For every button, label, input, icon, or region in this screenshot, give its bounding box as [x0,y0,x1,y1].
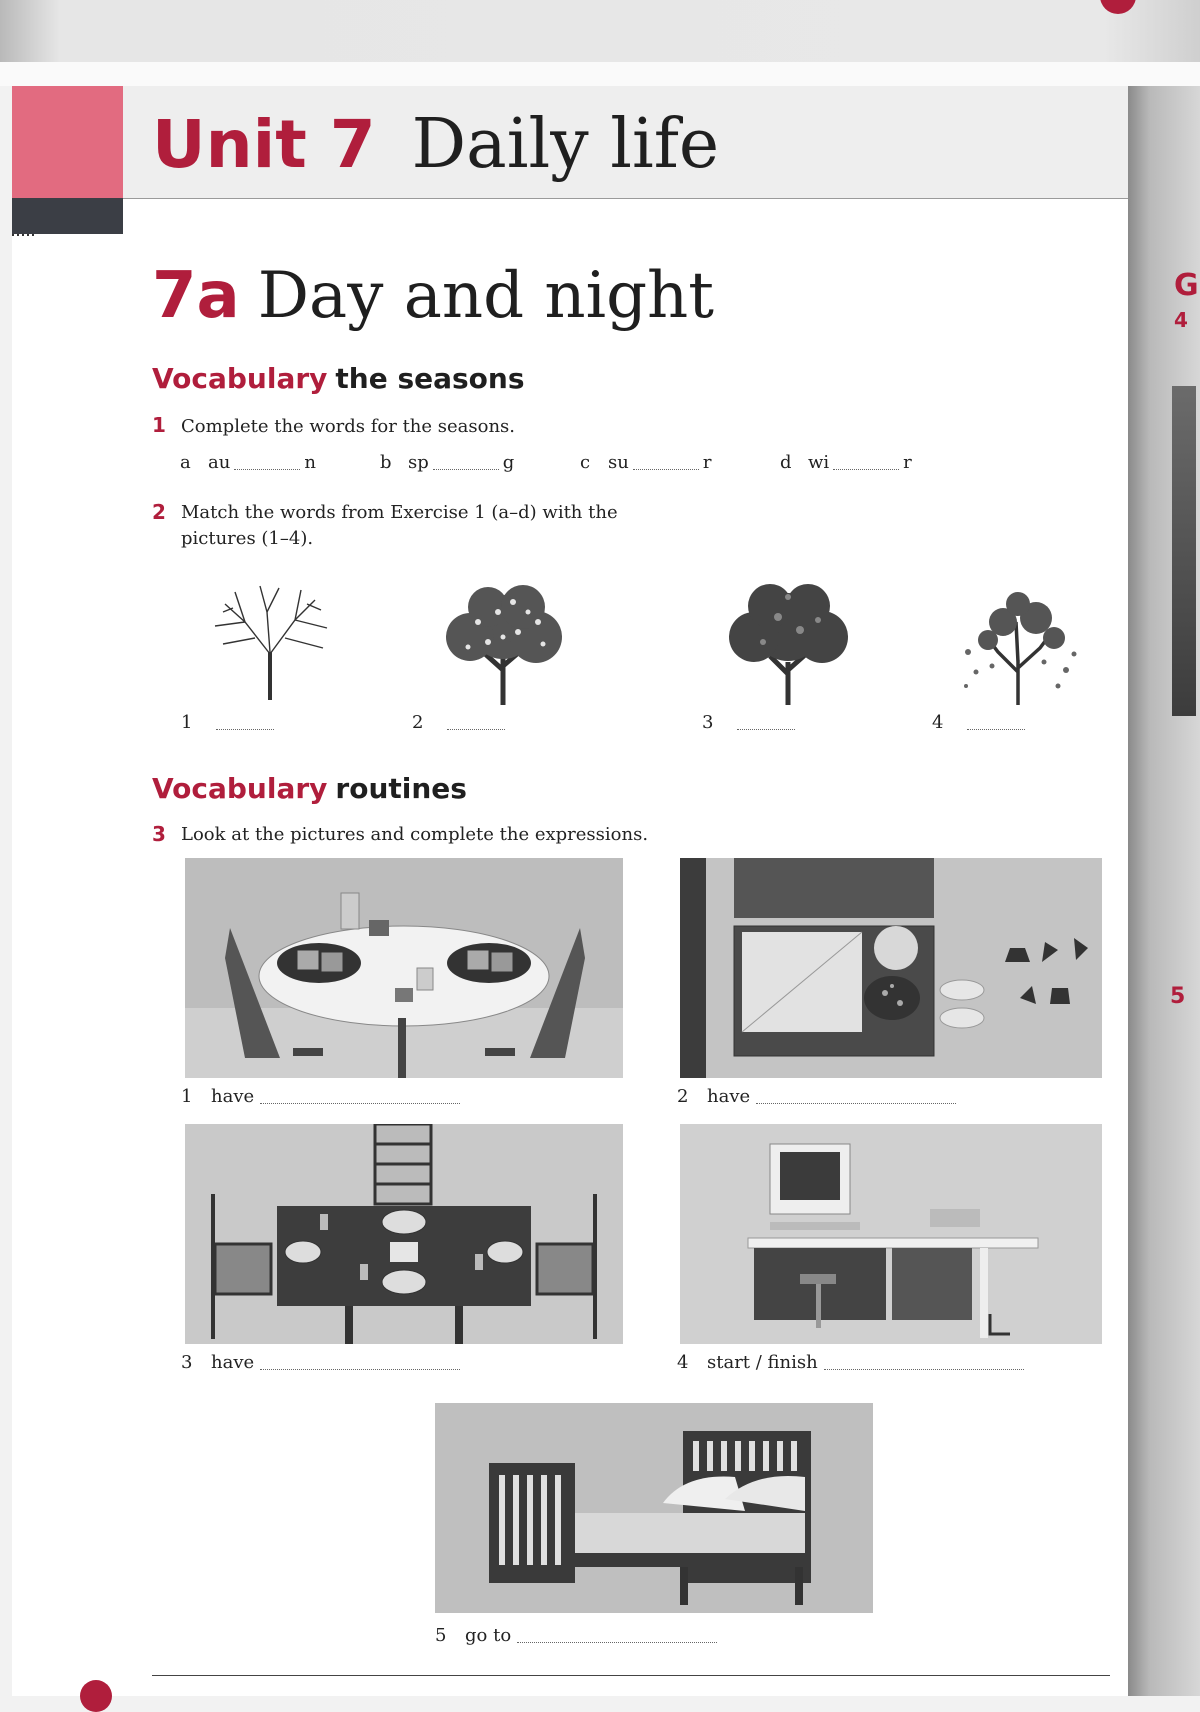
page-number-circle [80,1680,112,1712]
word-letter: d [780,452,792,473]
picture-caption [702,712,795,733]
instruction-line: pictures (1–4). [181,528,314,549]
lesson-name: Day and night [257,259,714,333]
unit-label: Unit 7 [152,106,376,183]
word-gap-field[interactable] [633,469,699,470]
word-start: sp [408,452,429,473]
unit-color-tab [12,86,123,198]
lesson-title [152,256,714,352]
word-end: g [502,452,515,473]
page-gap [0,62,1200,86]
caption-prompt: have [707,1086,751,1107]
breakfast-picture [185,858,623,1078]
caption-number: 3 [702,712,714,733]
unit-dark-tab [12,198,123,234]
word-end: r [903,452,912,473]
picture-caption [181,712,274,733]
word-gap-field[interactable] [234,469,300,470]
answer-blank[interactable] [824,1369,1024,1370]
section-topic: routines [335,772,467,805]
section-topic: the seasons [335,362,525,395]
season-word-a [180,452,316,473]
office-desk-picture [680,1124,1102,1344]
lunchbox-picture [680,858,1102,1078]
routine-caption [677,1086,956,1107]
facing-page-edge [1128,86,1200,1696]
section-keyword: Vocabulary [152,772,328,805]
exercise-instruction: Look at the pictures and complete the expressions. [181,824,649,845]
answer-blank[interactable] [756,1103,956,1104]
answer-blank[interactable] [967,729,1025,730]
word-gap-field[interactable] [833,469,899,470]
picture-caption [932,712,1025,733]
unit-title [152,100,719,207]
answer-blank[interactable] [260,1103,460,1104]
exercise-number: 3 [152,822,166,846]
word-gap-field[interactable] [433,469,499,470]
caption-number: 3 [181,1352,193,1373]
facing-page-letter: G [1174,268,1199,303]
section-keyword: Vocabulary [152,362,328,395]
unit-name: Daily life [411,105,720,184]
bare-tree-picture [205,582,335,702]
season-word-b [380,452,514,473]
answer-blank[interactable] [737,729,795,730]
caption-number: 5 [435,1625,447,1646]
lesson-number: 7a [152,259,240,333]
caption-number: 1 [181,1086,193,1107]
answer-blank[interactable] [216,729,274,730]
facing-page-number: 5 [1170,984,1186,1009]
caption-prompt: have [211,1352,255,1373]
answer-blank[interactable] [517,1642,717,1643]
section-heading-routines [152,772,467,805]
page-number-circle [1100,0,1136,14]
caption-number: 4 [932,712,944,733]
answer-blank[interactable] [260,1369,460,1370]
routine-caption [181,1352,460,1373]
routine-caption [435,1625,717,1646]
section-heading-seasons [152,362,525,395]
caption-number: 4 [677,1352,689,1373]
footer-rule [152,1675,1110,1676]
caption-number: 2 [677,1086,689,1107]
instruction-line: Match the words from Exercise 1 (a–d) with the [181,502,618,523]
summer-tree-picture [718,582,858,707]
word-start: au [208,452,231,473]
answer-blank[interactable] [447,729,505,730]
autumn-tree-picture [948,582,1088,707]
facing-page-number: 4 [1174,308,1188,332]
routine-caption [181,1086,460,1107]
season-word-d [780,452,912,473]
dinner-table-picture [185,1124,623,1344]
word-end: r [702,452,712,473]
exercise-number: 1 [152,413,166,437]
facing-page-photo [1172,386,1196,716]
word-start: wi [808,452,830,473]
caption-prompt: start / finish [707,1352,818,1373]
previous-page-strip [0,0,1200,62]
exercise-instruction [181,500,618,552]
picture-caption [412,712,505,733]
word-end: n [304,452,316,473]
caption-prompt: go to [465,1625,512,1646]
caption-number: 2 [412,712,424,733]
season-word-c [580,452,711,473]
word-letter: a [180,452,191,473]
caption-prompt: have [211,1086,255,1107]
exercise-number: 2 [152,500,166,524]
spring-tree-picture [428,582,578,707]
word-letter: c [580,452,591,473]
word-start: su [608,452,629,473]
bed-picture [435,1403,873,1613]
word-letter: b [380,452,392,473]
exercise-instruction: Complete the words for the seasons. [181,416,516,437]
caption-number: 1 [181,712,193,733]
routine-caption [677,1352,1024,1373]
